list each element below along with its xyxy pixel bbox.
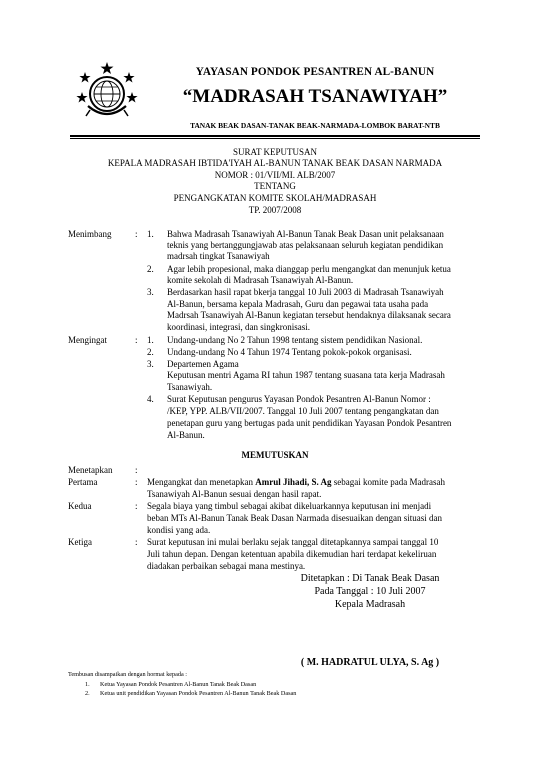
menimbang-item-line: Al-Banun, bersama kepala Madrasah, Guru dan pegawai tata usaha pada: [167, 299, 429, 309]
ketiga-line: Surat keputusan ini mulai berlaku sejak tanggal ditetapkannya sampai tanggal 10: [147, 537, 439, 547]
decree-number: NOMOR : 01/VII/MI. ALB/2007: [214, 170, 336, 180]
section-label-mengingat: Mengingat: [68, 335, 107, 345]
kedua-line: Segala biaya yang timbul sebagai akibat dikeluarkannya keputusan ini menjadi: [147, 501, 432, 511]
section-colon: :: [135, 477, 138, 487]
mengingat-item-line: Undang-undang No 4 Tahun 1974 Tentang pokok-pokok organisasi.: [167, 347, 412, 357]
tembusan-item-number: 2.: [85, 690, 90, 697]
mengingat-item-line: penetapan guru yang bertugas pada unit pendidikan Yayasan Pondok Pesantren: [167, 418, 452, 428]
mengingat-item-line: Departemen Agama: [167, 359, 239, 369]
item-number: 1.: [147, 229, 154, 239]
mengingat-item-line: /KEP, YPP. ALB/VII/2007. Tanggal 10 Juli 2007 tentang pengangkatan dan: [167, 406, 439, 416]
menimbang-item-line: Madrsah Tsanawiyah Al-Banun kegiatan tersebut hendaknya dilaksanak secara: [167, 310, 451, 320]
section-colon: :: [135, 335, 138, 345]
letterhead-rule-thick: [70, 135, 480, 137]
foundation-logo-emblem: [76, 60, 138, 122]
ketiga-line: diadakan perbaikan sebagai mana mestinya.: [147, 561, 306, 571]
menimbang-item-line: Bahwa Madrasah Tsanawiyah Al-Banun Tanak Beak Dasan unit pelaksanaan: [167, 229, 444, 239]
decree-period: TP. 2007/2008: [248, 205, 302, 215]
mengingat-item-line: Keputusan mentri Agama RI tahun 1987 tentang suasana tata kerja Madrasah: [167, 370, 445, 380]
item-number: 4.: [147, 394, 154, 404]
item-number: 3.: [147, 287, 154, 297]
letterhead-rule-thin: [70, 138, 480, 139]
letterhead-organization: YAYASAN PONDOK PESANTREN AL-BANUN: [195, 66, 435, 78]
item-number: 2.: [147, 264, 154, 274]
signature-position: Kepala Madrasah: [334, 599, 406, 610]
kedua-line: kondisi yang ada.: [147, 525, 211, 535]
pertama-line: Mengangkat dan menetapkan Amrul Jihadi, S. Ag sebagai komite pada Madrasah: [147, 477, 445, 487]
section-label-menimbang: Menimbang: [68, 229, 112, 239]
menimbang-item-line: teknis yang bertanggungjawab atas pelaksanaan seluruh kegiatan pendidikan: [167, 240, 444, 250]
tembusan-item: Ketua Yayasan Pondok Pesantren Al-Banun Tanak Beak Dasan: [100, 681, 257, 688]
mengingat-item-line: Surat Keputusan pengurus Yayasan Pondok Pesantren Al-Banun Nomor :: [167, 394, 431, 404]
decree-heading-line: KEPALA MADRASAH IBTIDA'IYAH AL-BANUN TANAK BEAK DASAN NARMADA: [107, 158, 443, 168]
decree-heading-line: SURAT KEPUTUSAN: [232, 147, 318, 157]
section-colon: :: [135, 465, 138, 475]
appointee-name: Amrul Jihadi, S. Ag: [255, 477, 332, 487]
letterhead-title: “MADRASAH TSANAWIYAH”: [182, 86, 448, 107]
mengingat-item-line: Undang-undang No 2 Tahun 1998 tentang sistem pendidikan Nasional.: [167, 335, 423, 345]
menimbang-item-line: Berdasarkan hasil rapat bkerja tanggal 10 Juli 2003 di Madrasah Tsanawiyah: [167, 287, 444, 297]
decree-subject: PENGANGKATAN KOMITE SKOLAH/MADRASAH: [173, 193, 377, 203]
section-label-ketiga: Ketiga: [68, 537, 92, 547]
item-number: 3.: [147, 359, 154, 369]
item-number: 1.: [147, 335, 154, 345]
tembusan-item-number: 1.: [85, 681, 90, 688]
letterhead-address: TANAK BEAK DASAN-TANAK BEAK-NARMADA-LOMBOK BARAT-NTB: [190, 121, 440, 130]
section-label-kedua: Kedua: [68, 501, 92, 511]
menimbang-item-line: koordinasi, integrasi, dan singkronisasi.: [167, 322, 310, 332]
section-colon: :: [135, 537, 138, 547]
tembusan-title: Tembusan disampaikan dengan hormat kepada :: [68, 671, 187, 678]
mengingat-item-line: Al-Banun.: [167, 430, 205, 440]
section-label-pertama: Pertama: [68, 477, 98, 487]
menimbang-item-line: madrsah tingkat Tsanawiyah: [167, 251, 270, 261]
kedua-line: beban MTs Al-Banun Tanak Beak Dasan Narmada disesuaikan dengan situasi dan: [147, 513, 442, 523]
menimbang-item-line: komite sekolah di Madrasah Tsanawiyah Al-Banun.: [167, 275, 354, 285]
section-colon: :: [135, 501, 138, 511]
tembusan-item: Ketua unit pendidikan Yayasan Pondok Pesantren Al-Banun Tanak Beak Dasan: [100, 690, 297, 697]
ketiga-line: Juli tahun depan. Dengan ketentuan apabila dikemudian hari terdapat kekeliruan: [147, 549, 437, 559]
signatory-name: ( M. HADRATUL ULYA, S. Ag ): [300, 657, 440, 668]
signature-date: Pada Tanggal : 10 Juli 2007: [314, 586, 426, 597]
signature-place: Ditetapkan : Di Tanak Beak Dasan: [300, 573, 440, 584]
section-label-menetapkan: Menetapkan: [68, 465, 113, 475]
section-colon: :: [135, 229, 138, 239]
item-number: 2.: [147, 347, 154, 357]
memutuskan-heading: MEMUTUSKAN: [241, 450, 309, 460]
pertama-line: Tsanawiyah Al-Banun sesuai dengan hasil rapat.: [147, 489, 322, 499]
menimbang-item-line: Agar lebih propesional, maka dianggap perlu mengangkat dan menunjuk ketua: [167, 264, 451, 274]
mengingat-item-line: Tsanawiyah.: [167, 382, 213, 392]
decree-heading-line: TENTANG: [254, 181, 296, 191]
